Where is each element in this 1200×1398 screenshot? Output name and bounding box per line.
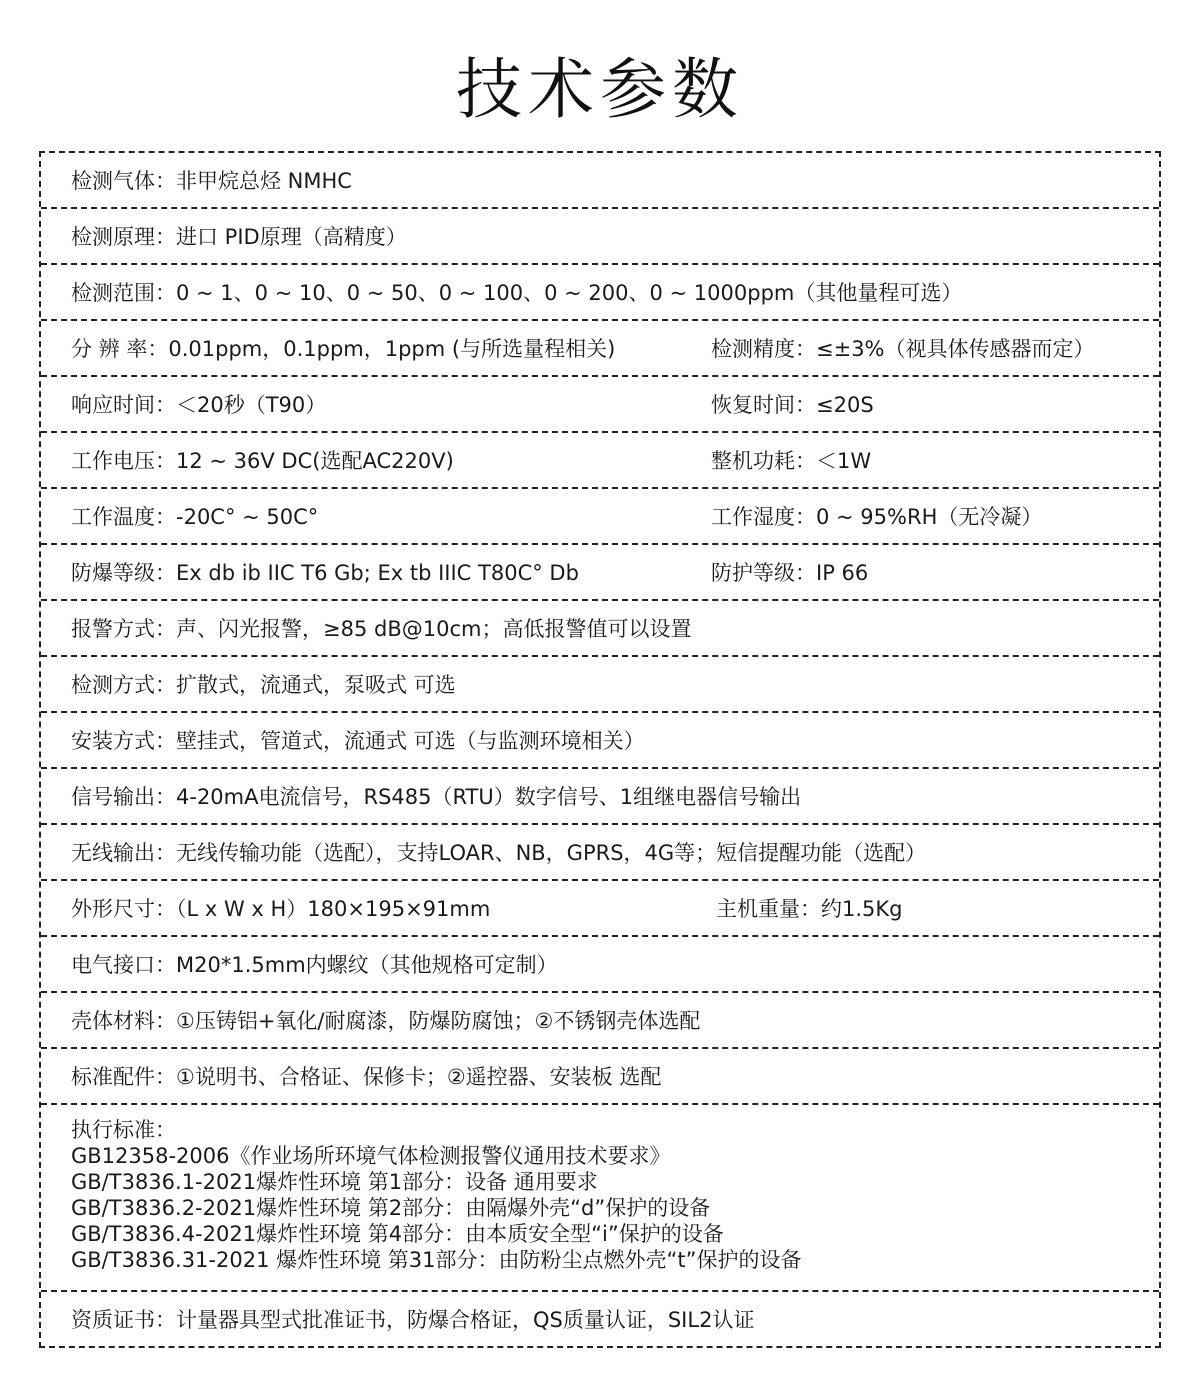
spec-working-temperature: 工作温度：-20C° ~ 50C° (71, 505, 319, 529)
spec-electrical-interface: 电气接口：M20*1.5mm内螺纹（其他规格可定制） (71, 953, 558, 977)
spec-working-voltage: 工作电压：12 ~ 36V DC(选配AC220V) (71, 449, 454, 473)
standard-line: GB/T3836.2-2021爆炸性环境 第2部分：由隔爆外壳“d”保护的设备 (71, 1196, 711, 1220)
spec-working-humidity: 工作湿度：0 ~ 95%RH（无冷凝） (711, 505, 1043, 529)
standard-line: GB/T3836.31-2021 爆炸性环境 第31部分：由防粉尘点燃外壳“t”保护的设备 (71, 1248, 802, 1272)
table-row (41, 265, 1159, 321)
table-row (41, 209, 1159, 265)
table-row (41, 1049, 1159, 1105)
spec-installation-mode: 安装方式：壁挂式，管道式，流通式 可选（与监测环境相关） (71, 729, 645, 753)
spec-detection-gas: 检测气体：非甲烷总烃 NMHC (71, 169, 352, 193)
table-row (41, 489, 1159, 545)
table-row (41, 1105, 1159, 1292)
table-row (41, 713, 1159, 769)
spec-protection-grade: 防护等级：IP 66 (711, 561, 869, 585)
table-row (41, 545, 1159, 601)
spec-detection-mode: 检测方式：扩散式，流通式，泵吸式 可选 (71, 673, 456, 697)
spec-alarm-mode: 报警方式：声、闪光报警，≥85 dB@10cm；高低报警值可以设置 (71, 617, 692, 641)
spec-accuracy: 检测精度：≤±3%（视具体传感器而定） (711, 337, 1095, 361)
table-row (41, 825, 1159, 881)
page-title: 技术参数 (456, 51, 744, 128)
table-row (41, 937, 1159, 993)
spec-resolution: 分 辨 率：0.01ppm，0.1ppm，1ppm (与所选量程相关) (71, 337, 616, 361)
table-row (41, 769, 1159, 825)
spec-detection-principle: 检测原理：进口 PID原理（高精度） (71, 225, 407, 249)
standards-heading: 执行标准： (71, 1118, 176, 1142)
spec-explosion-proof-grade: 防爆等级：Ex db ib IIC T6 Gb; Ex tb IIIC T80C° Db (71, 561, 579, 585)
table-row (41, 881, 1159, 937)
spec-wireless-output: 无线输出：无线传输功能（选配），支持LOAR、NB，GPRS，4G等；短信提醒功能（选配） (71, 841, 927, 865)
table-row (41, 993, 1159, 1049)
spec-detection-range: 检测范围：0 ~ 1、0 ~ 10、0 ~ 50、0 ~ 100、0 ~ 200、0 ~ 1000ppm（其他量程可选） (71, 281, 963, 305)
spec-dimensions: 外形尺寸：（L x W x H）180×195×91mm (71, 897, 491, 921)
standard-line: GB/T3836.4-2021爆炸性环境 第4部分：由本质安全型“i”保护的设备 (71, 1222, 724, 1246)
spec-table (39, 151, 1161, 1348)
spec-certificates: 资质证书：计量器具型式批准证书，防爆合格证，QS质量认证，SIL2认证 (71, 1308, 755, 1332)
standard-line: GB/T3836.1-2021爆炸性环境 第1部分：设备 通用要求 (71, 1170, 598, 1194)
table-row (41, 433, 1159, 489)
table-row (41, 377, 1159, 433)
table-row (41, 321, 1159, 377)
spec-weight: 主机重量：约1.5Kg (716, 897, 903, 921)
spec-housing-material: 壳体材料：①压铸铝+氧化/耐腐漆，防爆防腐蚀；②不锈钢壳体选配 (71, 1009, 701, 1033)
spec-power-consumption: 整机功耗：＜1W (711, 449, 872, 473)
spec-recovery-time: 恢复时间：≤20S (711, 393, 874, 417)
table-row (41, 153, 1159, 209)
table-row (41, 1292, 1159, 1346)
standard-line: GB12358-2006《作业场所环境气体检测报警仪通用技术要求》 (71, 1144, 671, 1168)
table-row (41, 657, 1159, 713)
spec-signal-output: 信号输出：4-20mA电流信号，RS485（RTU）数字信号、1组继电器信号输出 (71, 785, 802, 809)
spec-standard-accessories: 标准配件：①说明书、合格证、保修卡；②遥控器、安装板 选配 (71, 1065, 662, 1089)
table-row (41, 601, 1159, 657)
spec-response-time: 响应时间：＜20秒（T90） (71, 393, 327, 417)
spec-standards (71, 1117, 802, 1273)
